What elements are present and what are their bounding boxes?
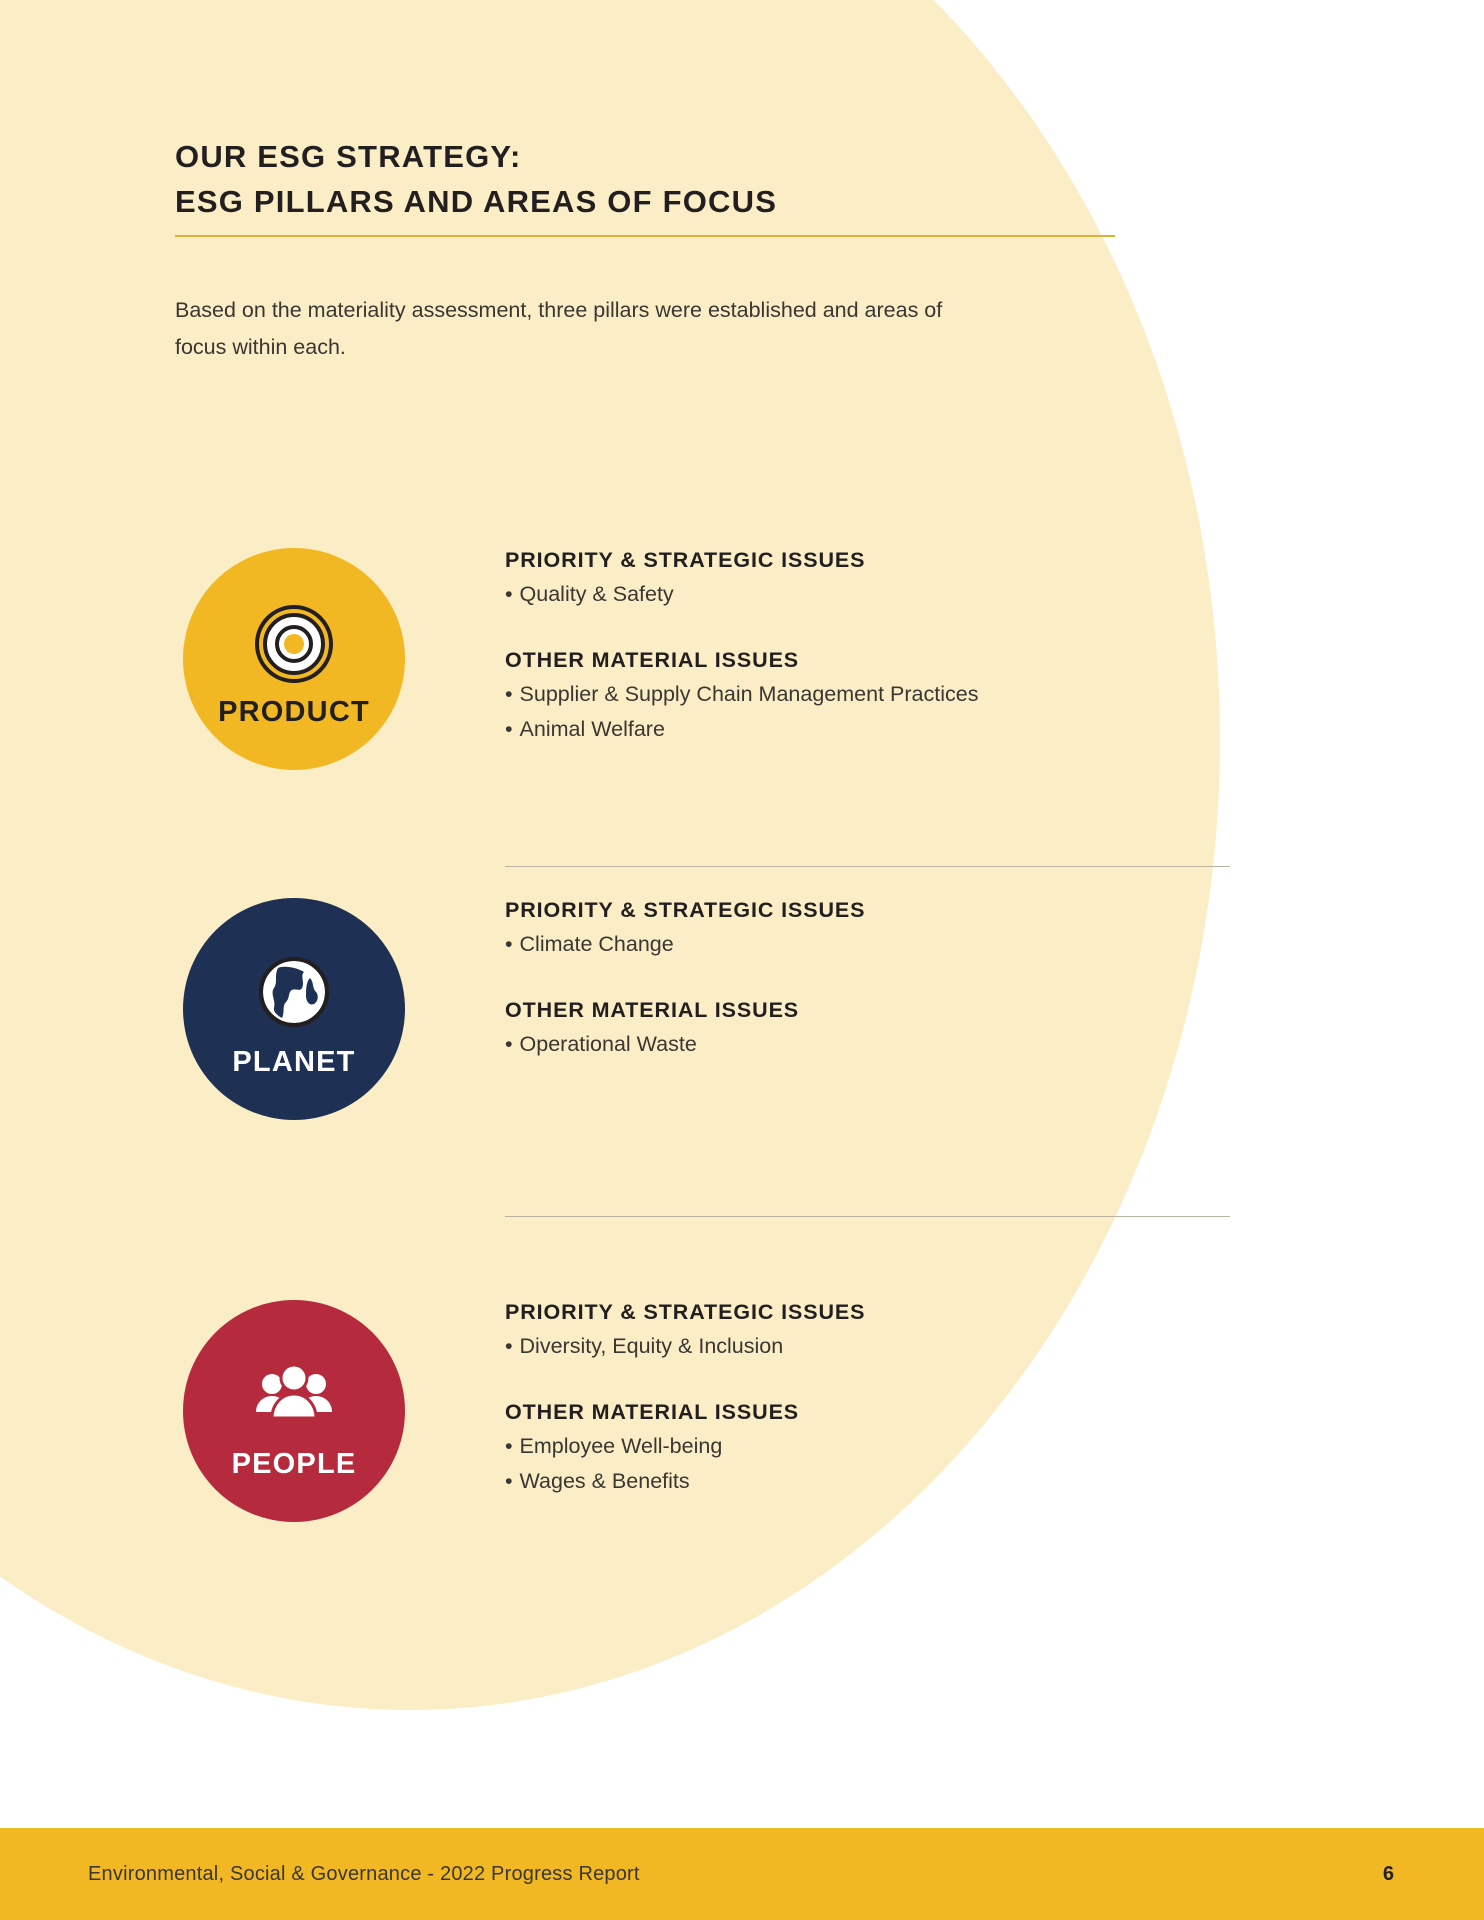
footer-page-number: 6: [1382, 1862, 1394, 1885]
list-item-label: Employee Well-being: [519, 1433, 723, 1458]
list-item-label: Diversity, Equity & Inclusion: [519, 1334, 784, 1358]
people-group-icon: [248, 1350, 340, 1442]
page-title: [175, 135, 1135, 237]
list-item-label: Operational Waste: [519, 1031, 697, 1056]
bullet-dot: •: [505, 932, 513, 956]
section-divider: [505, 1216, 1230, 1217]
pillar-product-text: [505, 548, 1245, 746]
pillar-label-product: PRODUCT: [218, 695, 370, 728]
bullet-dot: •: [505, 1433, 513, 1458]
section-heading-other: OTHER MATERIAL ISSUES: [505, 1399, 800, 1424]
list-item: [505, 1027, 1245, 1062]
list-item: [505, 577, 1245, 612]
bullet-dot: •: [505, 582, 513, 606]
section-heading-priority: PRIORITY & STRATEGIC ISSUES: [505, 898, 866, 922]
list-item-label: Climate Change: [519, 932, 674, 956]
pillar-badge-people: [183, 1300, 405, 1522]
pillar-people-text: [505, 1300, 1245, 1498]
pillar-label-people: PEOPLE: [231, 1447, 357, 1480]
bullet-dot: •: [505, 1031, 513, 1056]
list-item: [505, 1429, 1245, 1464]
list-item-label: Animal Welfare: [519, 716, 665, 741]
page-footer: [0, 1828, 1484, 1920]
list-item: [505, 1464, 1245, 1499]
bullet-dot: •: [505, 681, 513, 706]
list-item-label: Quality & Safety: [519, 582, 674, 606]
globe-icon: [248, 948, 340, 1040]
pillar-badge-product: [183, 548, 405, 770]
pillar-badge-planet: [183, 898, 405, 1120]
page-title-line-2: ESG PILLARS AND AREAS OF FOCUS: [175, 183, 778, 219]
title-underline: [175, 235, 1115, 237]
footer-report-title: Environmental, Social & Governance - 2022 Progress Report: [88, 1862, 640, 1885]
section-heading-other: OTHER MATERIAL ISSUES: [505, 647, 800, 672]
list-item-label: Supplier & Supply Chain Management Practices: [519, 681, 979, 706]
bullet-dot: •: [505, 716, 513, 741]
list-item: [505, 1329, 1245, 1364]
section-divider: [505, 866, 1230, 867]
pillar-label-planet: PLANET: [232, 1045, 356, 1078]
pillar-planet-text: [505, 898, 1245, 1062]
intro-paragraph: Based on the materiality assessment, three pillars were established and areas of focus within each.: [175, 298, 943, 359]
bullet-dot: •: [505, 1334, 513, 1358]
page-title-line-1: OUR ESG STRATEGY:: [175, 139, 522, 174]
list-item: [505, 677, 1245, 712]
list-item-label: Wages & Benefits: [519, 1468, 690, 1493]
list-item: [505, 927, 1245, 962]
section-heading-priority: PRIORITY & STRATEGIC ISSUES: [505, 548, 866, 572]
product-ring-icon: [248, 598, 340, 690]
list-item: [505, 712, 1245, 747]
section-heading-other: OTHER MATERIAL ISSUES: [505, 997, 800, 1022]
bullet-dot: •: [505, 1468, 513, 1493]
section-heading-priority: PRIORITY & STRATEGIC ISSUES: [505, 1300, 866, 1324]
